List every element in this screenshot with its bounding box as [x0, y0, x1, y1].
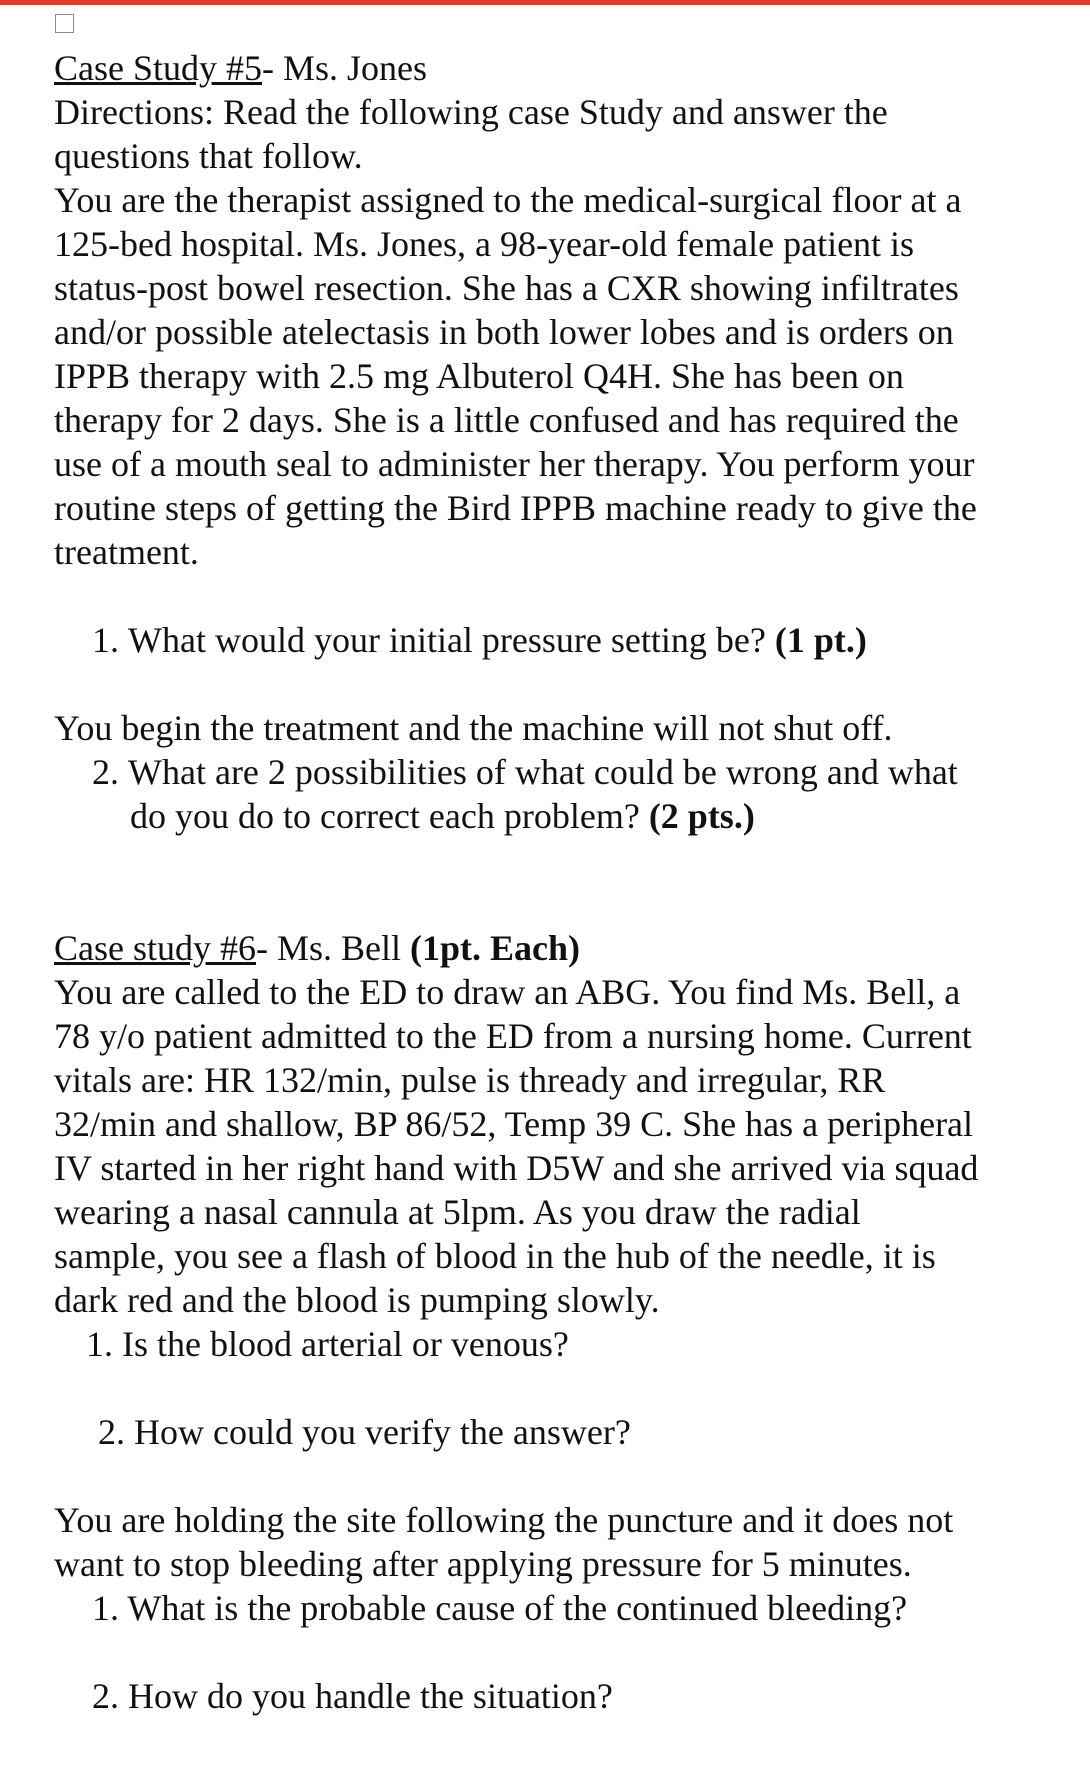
- case6-question-2: 2. How could you verify the answer?: [98, 1412, 631, 1452]
- select-checkbox[interactable]: [55, 14, 74, 33]
- question-text: do you do to correct each problem?: [130, 796, 640, 836]
- case5-scenario-line-6: therapy for 2 days. She is a little confused and has required the: [54, 400, 959, 440]
- question-number: 2.: [92, 752, 119, 792]
- top-accent-bar: [0, 0, 1090, 5]
- case5-scenario-line-5: IPPB therapy with 2.5 mg Albuterol Q4H. She has been on: [54, 356, 904, 396]
- case6-scenario-line-7: sample, you see a flash of blood in the hub of the needle, it is: [54, 1236, 936, 1276]
- case6-question-4: 2. How do you handle the situation?: [92, 1676, 613, 1716]
- case6-transition-line-1: You are holding the site following the puncture and it does not: [54, 1500, 954, 1540]
- case6-scenario-line-6: wearing a nasal cannula at 5lpm. As you draw the radial: [54, 1192, 861, 1232]
- case6-scenario-line-1: You are called to the ED to draw an ABG. You find Ms. Bell, a: [54, 972, 961, 1012]
- case5-scenario-line-8: routine steps of getting the Bird IPPB machine ready to give the: [54, 488, 977, 528]
- case5-scenario-line-2: 125-bed hospital. Ms. Jones, a 98-year-old female patient is: [54, 224, 915, 264]
- case6-question-3: 1. What is the probable cause of the continued bleeding?: [92, 1588, 908, 1628]
- question-points: (1 pt.): [774, 620, 867, 660]
- case6-transition-line-2: want to stop bleeding after applying pressure for 5 minutes.: [54, 1544, 912, 1584]
- case6-points: (1pt. Each): [410, 928, 581, 968]
- case5-directions-line-2: questions that follow.: [54, 136, 363, 176]
- case5-scenario-line-3: status-post bowel resection. She has a CXR showing infiltrates: [54, 268, 959, 308]
- case5-transition: You begin the treatment and the machine will not shut off.: [54, 708, 893, 748]
- case6-scenario-line-4: 32/min and shallow, BP 86/52, Temp 39 C. She has a peripheral: [54, 1104, 974, 1144]
- case5-scenario-line-1: You are the therapist assigned to the medical-surgical floor at a: [54, 180, 962, 220]
- case5-question-2: [54, 750, 1054, 794]
- case5-question-2-cont: [54, 794, 1054, 838]
- case5-heading: [54, 46, 1054, 90]
- case5-question-1: [54, 618, 1054, 662]
- case5-scenario-line-4: and/or possible atelectasis in both lower lobes and is orders on: [54, 312, 954, 352]
- question-number: 1.: [92, 620, 119, 660]
- case5-directions-line-1: Directions: Read the following case Study and answer the: [54, 92, 888, 132]
- case6-heading: [54, 926, 1054, 970]
- question-text: What are 2 possibilities of what could be wrong and what: [128, 752, 958, 792]
- document-body: [54, 46, 1054, 1718]
- case5-scenario-line-7: use of a mouth seal to administer her therapy. You perform your: [54, 444, 975, 484]
- case6-question-1: 1. Is the blood arterial or venous?: [86, 1324, 569, 1364]
- question-text: What would your initial pressure setting be?: [128, 620, 766, 660]
- case6-scenario-line-5: IV started in her right hand with D5W and she arrived via squad: [54, 1148, 979, 1188]
- case6-scenario-line-3: vitals are: HR 132/min, pulse is thready and irregular, RR: [54, 1060, 886, 1100]
- case6-title: Case study #6: [54, 928, 256, 968]
- case5-scenario-line-9: treatment.: [54, 532, 199, 572]
- case6-scenario-line-2: 78 y/o patient admitted to the ED from a nursing home. Current: [54, 1016, 972, 1056]
- case5-title: Case Study #5: [54, 48, 263, 88]
- case6-scenario-line-8: dark red and the blood is pumping slowly.: [54, 1280, 660, 1320]
- case6-patient-name: - Ms. Bell: [256, 928, 402, 968]
- case5-patient-name: - Ms. Jones: [262, 48, 428, 88]
- question-points: (2 pts.): [648, 796, 755, 836]
